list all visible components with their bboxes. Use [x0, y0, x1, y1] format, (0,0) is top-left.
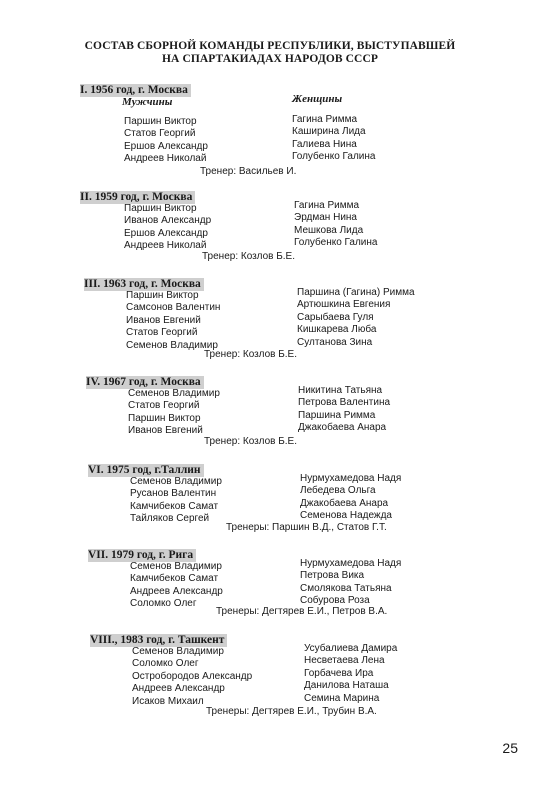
page-title	[60, 40, 480, 66]
coach-line: Тренер: Козлов Б.Е.	[204, 349, 298, 360]
list-item: Иванов Александр	[124, 215, 212, 227]
list-item: Султанова Зина	[297, 336, 373, 348]
list-item: Петрова Валентина	[298, 397, 391, 409]
list-item: Голубенко Галина	[292, 151, 376, 163]
list-item: Семенов Владимир	[130, 476, 222, 487]
women-list	[298, 385, 390, 435]
coach-line: Тренер: Козлов Б.Е.	[202, 251, 296, 262]
list-item: Соломко Олег	[130, 598, 197, 610]
list-item: Усубалиева Дамира	[304, 643, 398, 654]
coach-line: Тренер: Козлов Б.Е.	[204, 436, 298, 447]
section-heading: VIII., 1983 год, г. Ташкент	[90, 634, 227, 647]
list-item: Семенов Владимир	[130, 561, 222, 572]
list-item: Горбачева Ира	[304, 667, 374, 679]
section-heading: IV. 1967 год, г. Москва	[86, 376, 204, 389]
title-line-2: НА СПАРТАКИАДАХ НАРОДОВ СССР	[162, 53, 378, 65]
list-item: Семенов Владимир	[128, 388, 220, 399]
section-heading: VII. 1979 год, г. Рига	[88, 549, 196, 562]
list-item: Гагина Римма	[292, 114, 358, 125]
men-list	[124, 116, 208, 166]
men-list	[132, 646, 252, 708]
list-item: Андреев Николай	[124, 153, 207, 165]
list-item: Голубенко Галина	[294, 237, 378, 249]
list-item: Паршин Виктор	[124, 203, 197, 214]
women-list	[297, 287, 415, 349]
list-item: Лебедева Ольга	[300, 485, 376, 497]
section-heading: VI. 1975 год, г.Таллин	[88, 464, 204, 477]
coach-line: Тренеры: Паршин В.Д., Статов Г.Т.	[226, 522, 387, 533]
list-item: Исаков Михаил	[132, 695, 204, 707]
page-number: 25	[502, 740, 518, 756]
list-item: Артюшкина Евгения	[297, 299, 391, 311]
list-item: Собурова Роза	[300, 595, 370, 607]
men-list	[124, 203, 211, 253]
men-list	[130, 561, 223, 611]
list-item: Андреев Александр	[130, 585, 223, 597]
men-column-header: Мужчины	[122, 96, 173, 108]
list-item: Кишкарева Люба	[297, 324, 377, 336]
list-item: Семенов Владимир	[126, 339, 218, 351]
women-list	[294, 200, 377, 250]
list-item: Паршин Виктор	[124, 116, 197, 127]
men-list	[128, 388, 220, 438]
list-item: Сарыбаева Гуля	[297, 311, 374, 323]
list-item: Семина Марина	[304, 692, 380, 704]
list-item: Паршин Виктор	[126, 290, 199, 301]
section-heading: III. 1963 год, г. Москва	[84, 278, 204, 291]
coach-line: Тренер: Васильев И.	[200, 166, 297, 177]
list-item: Соломко Олег	[132, 658, 199, 670]
list-item: Эрдман Нина	[294, 212, 357, 224]
title-line-1: СОСТАВ СБОРНОЙ КОМАНДЫ РЕСПУБЛИКИ, ВЫСТУПАВШЕЙ	[84, 40, 456, 52]
list-item: Мешкова Лида	[294, 224, 364, 236]
women-list	[300, 558, 401, 608]
list-item: Гагина Римма	[294, 200, 360, 211]
list-item: Никитина Татьяна	[298, 385, 383, 396]
list-item: Статов Георгий	[126, 327, 198, 339]
list-item: Иванов Евгений	[126, 314, 201, 326]
list-item: Джакобаева Анара	[298, 422, 387, 434]
list-item: Статов Георгий	[128, 400, 200, 412]
list-item: Каширина Лида	[292, 126, 366, 138]
list-item: Галиева Нина	[292, 138, 357, 150]
list-item: Паршина (Гагина) Римма	[297, 287, 415, 298]
coach-line: Тренеры: Дегтярев Е.И., Петров В.А.	[216, 606, 388, 617]
list-item: Статов Георгий	[124, 128, 196, 140]
list-item: Камчибеков Самат	[130, 500, 219, 512]
list-item: Камчибеков Самат	[130, 573, 219, 585]
men-list	[130, 476, 222, 526]
list-item: Тайляков Сергей	[130, 513, 210, 525]
list-item: Ершов Александр	[124, 227, 208, 239]
list-item: Андреев Александр	[132, 683, 225, 695]
list-item: Ершов Александр	[124, 140, 208, 152]
women-column-header: Женщины	[292, 93, 343, 105]
list-item: Семенова Надежда	[300, 510, 392, 522]
list-item: Данилова Наташа	[304, 680, 389, 692]
list-item: Джакобаева Анара	[300, 497, 389, 509]
list-item: Несветаева Лена	[304, 655, 385, 667]
list-item: Петрова Вика	[300, 570, 365, 582]
list-item: Русанов Валентин	[130, 488, 217, 500]
women-list	[304, 643, 397, 705]
section-heading: I. 1956 год, г. Москва	[80, 84, 191, 97]
coach-line: Тренеры: Дегтярев Е.И., Трубин В.А.	[206, 706, 377, 717]
list-item: Нурмухамедова Надя	[300, 473, 402, 484]
list-item: Самсонов Валентин	[126, 302, 221, 314]
list-item: Остробородов Александр	[132, 670, 253, 682]
list-item: Паршина Римма	[298, 409, 376, 421]
women-list	[292, 114, 375, 164]
list-item: Смолякова Татьяна	[300, 582, 392, 594]
men-list	[126, 290, 220, 352]
list-item: Иванов Евгений	[128, 425, 203, 437]
list-item: Паршин Виктор	[128, 412, 201, 424]
list-item: Андреев Николай	[124, 240, 207, 252]
list-item: Нурмухамедова Надя	[300, 558, 402, 569]
list-item: Семенов Владимир	[132, 646, 224, 657]
section-heading: II. 1959 год, г. Москва	[80, 191, 195, 204]
women-list	[300, 473, 401, 523]
